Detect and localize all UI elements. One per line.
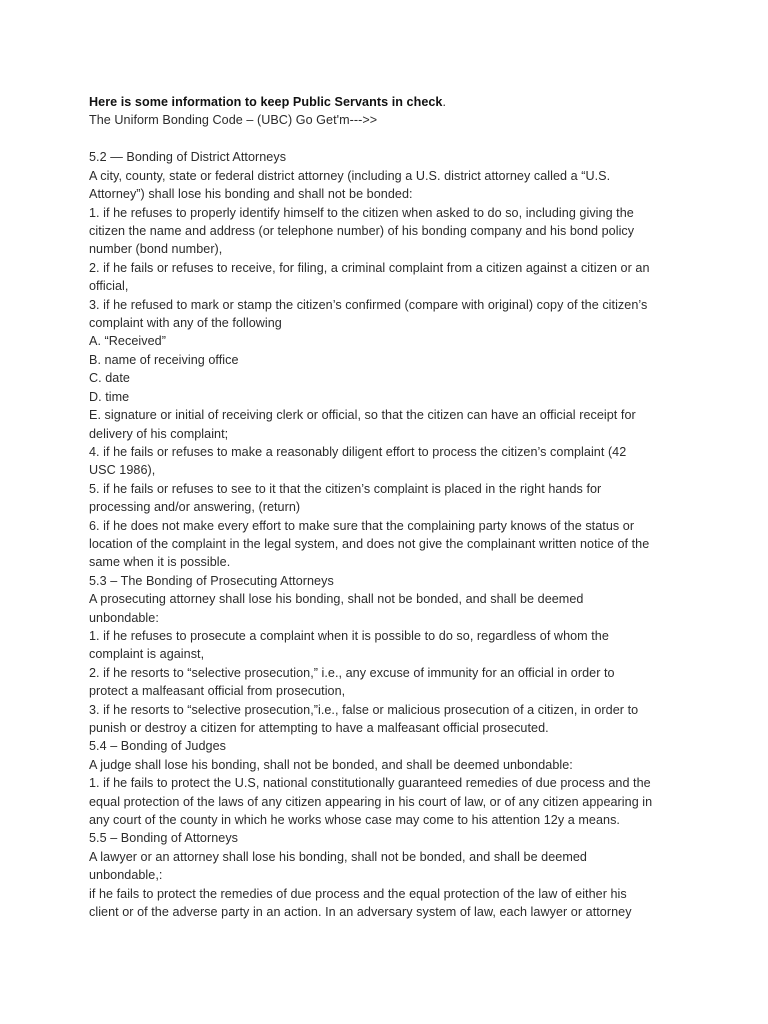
text-line: A city, county, state or federal district attorney (including a U.S. district attorney called a “U.S. bbox=[89, 168, 611, 183]
text-line: unbondable: bbox=[89, 610, 159, 625]
text-line: USC 1986), bbox=[89, 463, 156, 478]
text-line: client or of the adverse party in an action. In an adversary system of law, each lawyer or attorney bbox=[89, 905, 632, 920]
text-line: A judge shall lose his bonding, shall not be bonded, and shall be deemed unbondable: bbox=[89, 757, 573, 772]
text-line: processing and/or answering, (return) bbox=[89, 500, 301, 515]
text-line: 1. if he refuses to properly identify himself to the citizen when asked to do so, including giving the bbox=[89, 205, 634, 220]
text-line: 3. if he refused to mark or stamp the citizen’s confirmed (compare with original) copy of the citizen’s bbox=[89, 297, 648, 312]
text-line: any court of the county in which he works whose case may come to his attention 12y a means. bbox=[89, 813, 620, 828]
text-line: 5. if he fails or refuses to see to it that the citizen’s complaint is placed in the right hands for bbox=[89, 481, 602, 496]
text-line: 4. if he fails or refuses to make a reasonably diligent effort to process the citizen’s complaint (42 bbox=[89, 444, 627, 459]
text-line: A lawyer or an attorney shall lose his bonding, shall not be bonded, and shall be deemed bbox=[89, 849, 587, 864]
text-line: 1. if he refuses to prosecute a complaint when it is possible to do so, regardless of whom the bbox=[89, 628, 609, 643]
intro-subtitle: The Uniform Bonding Code – (UBC) Go Get'm--->> bbox=[89, 113, 378, 128]
text-line: 2. if he resorts to “selective prosecution,” i.e., any excuse of immunity for an official in order to bbox=[89, 665, 615, 680]
text-line: location of the complaint in the legal system, and does not give the complainant written notice of the bbox=[89, 536, 650, 551]
text-line: delivery of his complaint; bbox=[89, 426, 229, 441]
text-line: complaint is against, bbox=[89, 647, 205, 662]
section-heading: 5.2 — Bonding of District Attorneys bbox=[89, 150, 287, 165]
intro-heading-bold: Here is some information to keep Public Servants in check bbox=[89, 95, 443, 109]
intro-heading-period: . bbox=[442, 95, 447, 109]
text-line: punish or destroy a citizen for attempting to have a malfeasant official prosecuted. bbox=[89, 721, 549, 735]
text-line: B. name of receiving office bbox=[89, 352, 239, 367]
text-line: protect a malfeasant official from prosecution, bbox=[89, 684, 346, 699]
intro-heading bbox=[89, 93, 689, 111]
text-line: A. “Received” bbox=[89, 334, 166, 349]
text-line: citizen the name and address (or telephone number) of his bonding company and his bond policy bbox=[89, 224, 635, 239]
text-line: 2. if he fails or refuses to receive, for filing, a criminal complaint from a citizen against a citizen or an bbox=[89, 260, 650, 275]
document-page bbox=[89, 93, 689, 921]
section-heading: 5.4 – Bonding of Judges bbox=[89, 739, 226, 754]
text-line: 6. if he does not make every effort to make sure that the complaining party knows of the status or bbox=[89, 518, 635, 533]
text-line: complaint with any of the following bbox=[89, 316, 282, 331]
text-line: 3. if he resorts to “selective prosecution,”i.e., false or malicious prosecution of a citizen, in order to bbox=[89, 702, 639, 717]
text-line: same when it is possible. bbox=[89, 555, 231, 570]
text-line: number (bond number), bbox=[89, 242, 223, 257]
text-line: if he fails to protect the remedies of due process and the equal protection of the law of either his bbox=[89, 886, 627, 901]
section-heading: 5.3 – The Bonding of Prosecuting Attorneys bbox=[89, 573, 334, 588]
section-heading: 5.5 – Bonding of Attorneys bbox=[89, 831, 239, 846]
text-line: official, bbox=[89, 279, 129, 294]
paragraph-gap bbox=[89, 130, 689, 149]
text-line: A prosecuting attorney shall lose his bonding, shall not be bonded, and shall be deemed bbox=[89, 592, 584, 607]
text-line: unbondable,: bbox=[89, 868, 163, 883]
text-line: E. signature or initial of receiving clerk or official, so that the citizen can have an official receipt for bbox=[89, 408, 636, 423]
text-line: D. time bbox=[89, 389, 130, 404]
text-line: equal protection of the laws of any citizen appearing in his court of law, or of any citizen appearing in bbox=[89, 794, 653, 809]
text-line: Attorney”) shall lose his bonding and shall not be bonded: bbox=[89, 187, 413, 202]
text-line: C. date bbox=[89, 371, 130, 386]
text-line: 1. if he fails to protect the U.S, national constitutionally guaranteed remedies of due process and the bbox=[89, 776, 651, 791]
